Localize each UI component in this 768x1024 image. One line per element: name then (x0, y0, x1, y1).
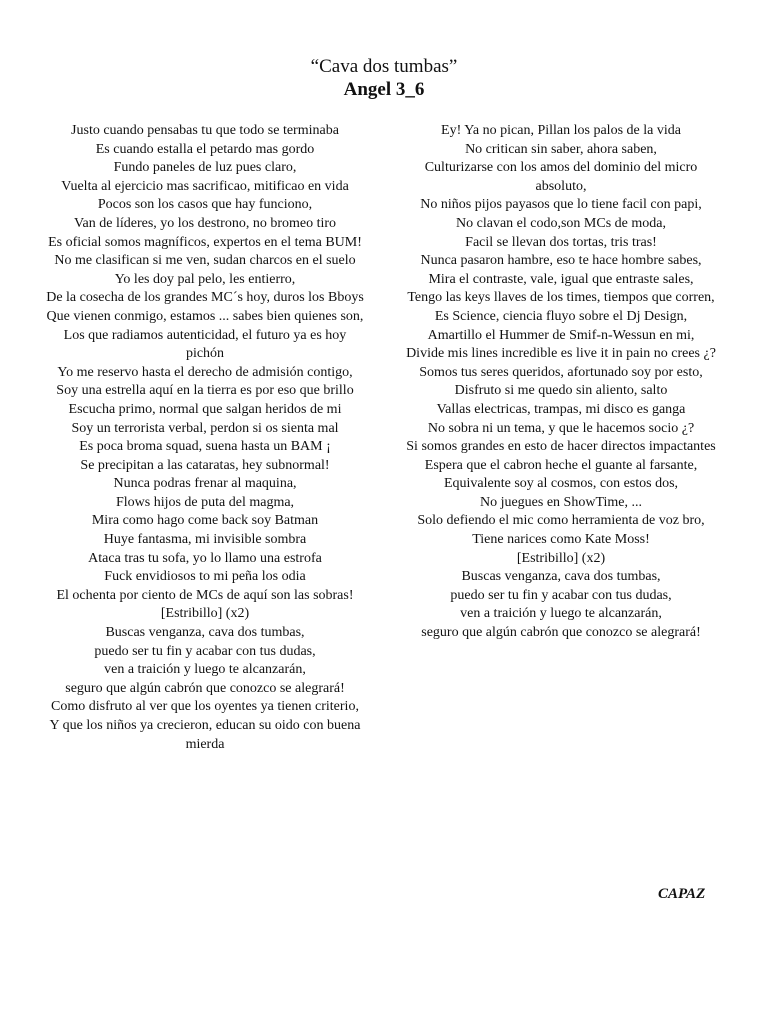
lyric-line: puedo ser tu fin y acabar con tus dudas, (450, 587, 672, 603)
lyric-line: Ataca tras tu sofa, yo lo llamo una estrofa (88, 550, 322, 566)
lyric-line: Soy un terrorista verbal, perdon si os sienta mal (71, 420, 339, 436)
lyric-line: Fundo paneles de luz pues claro, (113, 160, 297, 176)
lyric-line: Van de líderes, yo los destrono, no bromeo tiro (73, 215, 337, 231)
lyric-line: No clavan el codo,son MCs de moda, (456, 215, 666, 231)
lyric-line: Vuelta al ejercicio mas sacrificao, mitificao en vida (61, 178, 349, 194)
song-title: “Cava dos tumbas” (310, 56, 458, 77)
lyric-line: Soy una estrella aquí en la tierra es por eso que brillo (56, 383, 354, 399)
lyric-line: Mira el contraste, vale, igual que entraste sales, (428, 271, 694, 287)
lyric-line: Los que radiamos autenticidad, el futuro ya es hoy pichón (63, 327, 347, 362)
lyric-line: Buscas venganza, cava dos tumbas, (461, 569, 661, 585)
lyric-line: Mira como hago come back soy Batman (91, 513, 319, 529)
lyrics-column-right (400, 122, 722, 643)
lyric-line: Solo defiendo el mic como herramienta de voz bro, (417, 513, 705, 529)
lyric-line: El ochenta por ciento de MCs de aquí son las sobras! (56, 587, 354, 603)
lyric-line: Es Science, ciencia fluyo sobre el Dj Design, (434, 308, 688, 324)
lyric-line: No niños pijos payasos que lo tiene facil con papi, (420, 197, 702, 213)
lyric-line: Huye fantasma, mi invisible sombra (103, 532, 307, 548)
lyric-line: Equivalente soy al cosmos, con estos dos, (443, 476, 679, 492)
lyric-line: Que vienen conmigo, estamos ... sabes bien quienes son, (46, 308, 364, 324)
lyric-line: Como disfruto al ver que los oyentes ya tienen criterio, (51, 699, 359, 715)
lyric-line: Culturizarse con los amos del dominio del micro absoluto, (424, 160, 698, 194)
lyric-line: Si somos grandes en esto de hacer directos impactantes (406, 439, 716, 455)
lyric-line: Espera que el cabron heche el guante al farsante, (424, 457, 698, 473)
lyric-line: ven a traición y luego te alcanzarán, (104, 662, 306, 678)
lyric-line: No me clasifican si me ven, sudan charcos en el suelo (54, 253, 356, 269)
lyric-line: Yo les doy pal pelo, les entierro, (114, 271, 296, 287)
lyric-line: Divide mis lines incredible es live it in pain no crees ¿? (406, 346, 716, 362)
lyric-line: Facil se llevan dos tortas, tris tras! (465, 234, 657, 250)
song-author: Angel 3_6 (343, 79, 425, 100)
lyric-line: Justo cuando pensabas tu que todo se terminaba (71, 123, 339, 138)
lyric-line: No critican sin saber, ahora saben, (465, 141, 657, 157)
lyric-line: puedo ser tu fin y acabar con tus dudas, (94, 643, 316, 659)
lyric-line: Tiene narices como Kate Moss! (472, 532, 650, 548)
signature: CAPAZ (658, 886, 706, 902)
lyric-line: Nunca pasaron hambre, eso te hace hombre sabes, (420, 253, 702, 269)
lyric-line: De la cosecha de los grandes MC´s hoy, duros los Bboys (46, 290, 364, 306)
lyric-line: [Estribillo] (x2) (160, 606, 250, 622)
lyric-line: Nunca podras frenar al maquina, (113, 476, 297, 492)
lyric-line: [Estribillo] (x2) (516, 550, 606, 566)
lyric-line: Disfruto si me quedo sin aliento, salto (454, 383, 668, 399)
lyric-line: Amartillo el Hummer de Smif-n-Wessun en mi, (427, 327, 695, 343)
lyric-line: ven a traición y luego te alcanzarán, (460, 606, 662, 622)
lyric-line: Vallas electricas, trampas, mi disco es ganga (436, 401, 686, 417)
lyric-line: seguro que algún cabrón que conozco se alegrará! (421, 625, 701, 641)
lyric-line: Buscas venganza, cava dos tumbas, (105, 625, 305, 641)
lyric-line: Escucha primo, normal que salgan heridos de mi (68, 401, 342, 417)
lyric-line: Tengo las keys llaves de los times, tiempos que corren, (407, 290, 715, 306)
lyric-line: Es cuando estalla el petardo mas gordo (95, 141, 315, 157)
lyrics-column-left (44, 122, 366, 754)
lyric-line: Pocos son los casos que hay funciono, (97, 197, 313, 213)
lyric-line: Fuck envidiosos to mi peña los odia (104, 569, 306, 585)
lyric-line: Flows hijos de puta del magma, (115, 494, 295, 510)
lyric-line: Ey! Ya no pican, Pillan los palos de la vida (441, 123, 681, 138)
lyric-line: Es oficial somos magníficos, expertos en el tema BUM! (48, 234, 362, 250)
title-block (0, 56, 768, 102)
lyric-line: Somos tus seres queridos, afortunado soy por esto, (419, 364, 703, 380)
lyric-line: No sobra ni un tema, y que le hacemos socio ¿? (427, 420, 695, 436)
lyric-line: Y que los niños ya crecieron, educan su oido con buena mierda (49, 718, 361, 752)
lyric-line: No juegues en ShowTime, ... (479, 494, 643, 510)
lyric-line: Es poca broma squad, suena hasta un BAM ¡ (79, 439, 331, 455)
lyric-line: Yo me reservo hasta el derecho de admisión contigo, (57, 364, 353, 380)
lyric-line: Se precipitan a las cataratas, hey subnormal! (80, 457, 330, 473)
lyric-line: seguro que algún cabrón que conozco se alegrará! (65, 680, 345, 696)
